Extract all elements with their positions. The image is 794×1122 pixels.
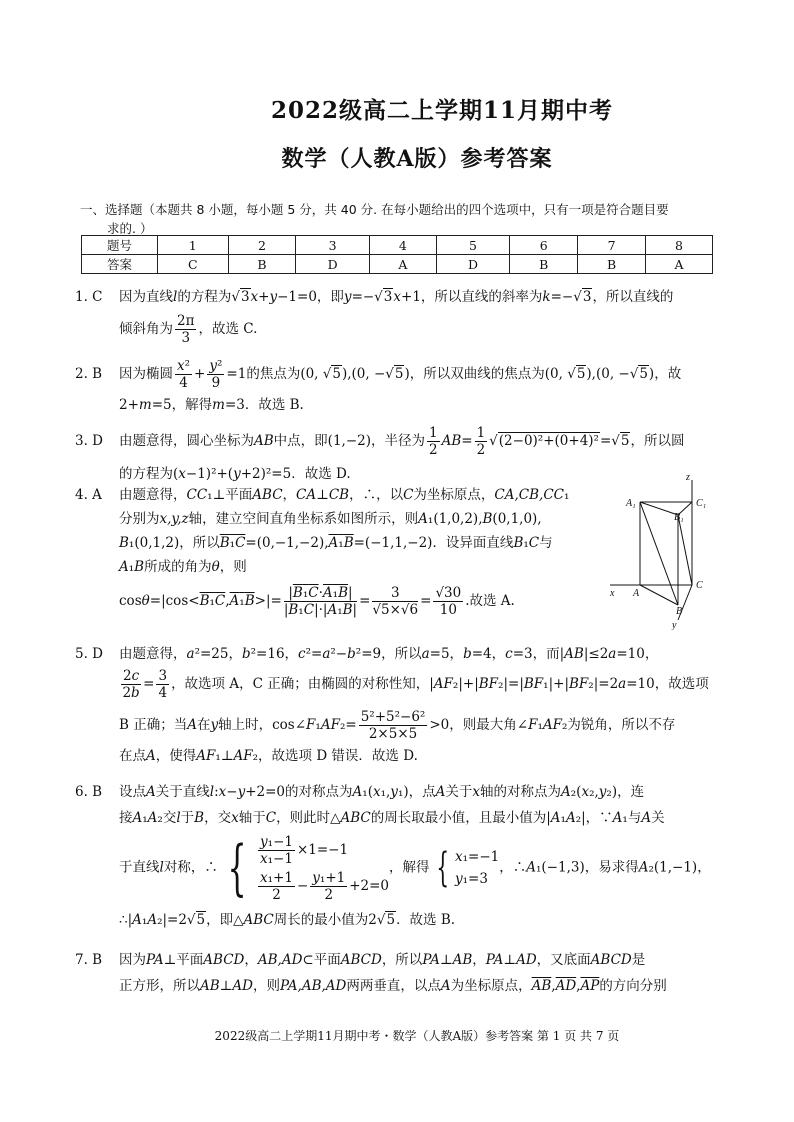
solution-2: 2. B 因为椭圆 $\frac{\text{x²}}{4}$ + $\frac{\text{y²}}{9}$ =1的焦点为(0, √5),(0, −√5)，所以双曲线的焦点为(0, √5),(0, −√5)，故 2+m=5，解得m=3．故选 B. [75, 358, 682, 413]
label-C: C [696, 580, 703, 591]
section-heading [80, 200, 720, 238]
section-heading-line2: 求的. ） [107, 221, 153, 236]
solution-7: 7. B 因为PA⊥平面ABCD，AB,AD⊂平面ABCD，所以PA⊥AB，PA⊥AD，又底面ABCD是 正方形，所以AB⊥AD，则PA,AB,AD两两垂直，以点A为坐标原点，$\overline{AB},\overline{AD},\overline{AP}$的方向分别 [75, 952, 667, 994]
table-cell: B [228, 255, 296, 274]
table-cell: A [646, 255, 713, 274]
label-y: y [672, 620, 677, 630]
label-A: A [633, 588, 640, 599]
answer-table [81, 235, 713, 274]
page-subtitle: 数学（人教A版）参考答案 [281, 146, 553, 172]
solution-4: 4. A 由题意得，CC₁⊥平面ABC，CA⊥CB，∴，以C为坐标原点，CA,CB,CC₁ 分别为x,y,z轴，建立空间直角坐标系如图所示，则A₁(1,0,2),B(0,1,0), B₁(0,1,2)，所以B₁C=(0,−1,−2),A₁B=(−1,1,−2)．设异面直线B₁C与 A₁B所成的角为θ，则 cosθ=|cos<B₁C,A₁B>|= $\frac{\text{|B₁C·A₁B|}}{\text{|B₁C|·|A₁B|}}$ = $\frac{3}{√5\times√6}$ = $\frac{√30}{10}$ .故选 A. [75, 487, 570, 618]
label-A1: A₁ [626, 498, 636, 509]
table-cell: D [296, 255, 370, 274]
page-title: 2022级高二上学期11月期中考 [270, 97, 614, 124]
table-cell: 2 [228, 236, 296, 255]
table-row [82, 236, 713, 255]
table-cell: B [510, 255, 578, 274]
page-footer: 2022级高二上学期11月期中考・数学（人教A版）参考答案 第 1 页 共 7 页 [214, 1029, 620, 1043]
table-cell: C [158, 255, 229, 274]
solution-5: 5. D 由题意得，a²=25，b²=16，c²=a²−b²=9，所以a=5，b=4，c=3，而|AB|≤2a=10， $\frac{2c}{2b}$ = $\frac{3}{4}$ ，故选项 A，C 正确；由椭圆的对称性知，|AF₂|+|BF₂|=|BF₁|+|BF₂|=2a=10，故选项 B 正确；当A在y轴上时，cos∠F₁AF₂= $\frac{\text{5²+5²−6²}}{2\times 5\times 5}$ >0，则最大角∠F₁AF₂为锐角，所以不存 在点A，使得AF₁⊥AF₂，故选项 D 错误．故选 D. [75, 646, 709, 764]
label-C1: C₁ [696, 498, 707, 509]
table-cell: 7 [578, 236, 646, 255]
label-B1: B₁ [674, 512, 684, 523]
table-header-cell: 题号 [82, 236, 158, 255]
table-cell: 5 [436, 236, 510, 255]
coordinate-figure [600, 470, 720, 630]
table-cell: 1 [158, 236, 229, 255]
table-cell: 6 [510, 236, 578, 255]
label-x: x [610, 588, 615, 599]
table-cell: B [578, 255, 646, 274]
table-cell: 4 [369, 236, 436, 255]
solution-3: 3. D 由题意得，圆心坐标为AB中点，即(1,−2)，半径为 $\frac{1}{2}$ AB= $\frac{1}{2}$ √(2−0)²+(0+4)²=√5，所以圆 的方程为(x−1)²+(y+2)²=5．故选 D. [75, 425, 685, 482]
table-header-cell: 答案 [82, 255, 158, 274]
table-cell: D [436, 255, 510, 274]
section-heading-line1: 一、选择题（本题共 8 小题，每小题 5 分，共 40 分. 在每小题给出的四个选项中，只有一项是符合题目要 [80, 202, 669, 217]
solution-1: 1. C 因为直线l的方程为√3x+y−1=0，即y=−√3x+1，所以直线的斜率为k=−√3，所以直线的 倾斜角为 $\frac{2\pi}{3}$ ，故选 C. [75, 289, 674, 346]
table-cell: A [369, 255, 436, 274]
label-z: z [686, 472, 690, 483]
label-B: B [676, 606, 683, 617]
table-cell: 3 [296, 236, 370, 255]
table-cell: 8 [646, 236, 713, 255]
table-row [82, 255, 713, 274]
solution-6: 6. B 设点A关于直线l:x−y+2=0的对称点为A₁(x₁,y₁)，点A关于x轴的对称点为A₂(x₂,y₂)，连 接A₁A₂交l于B，交x轴于C，则此时△ABC的周长取最小值，且最小值为|A₁A₂|，∵A₁与A关 于直线l对称，∴ { $\frac{\text{y₁−1}}{\text{x₁−1}}$ ×1=−1 $\frac{\text{x₁+1}}{2}$ − $\frac{\text{y₁+1}}{2}$ +2=0 ，解得 { x₁=−1 y₁=3 ，∴A₁(−1,3)，易求得A₂(1,−1)， ∴|A₁A₂|=2√5，即△ABC周长的最小值为2√5．故选 B. [75, 784, 711, 928]
